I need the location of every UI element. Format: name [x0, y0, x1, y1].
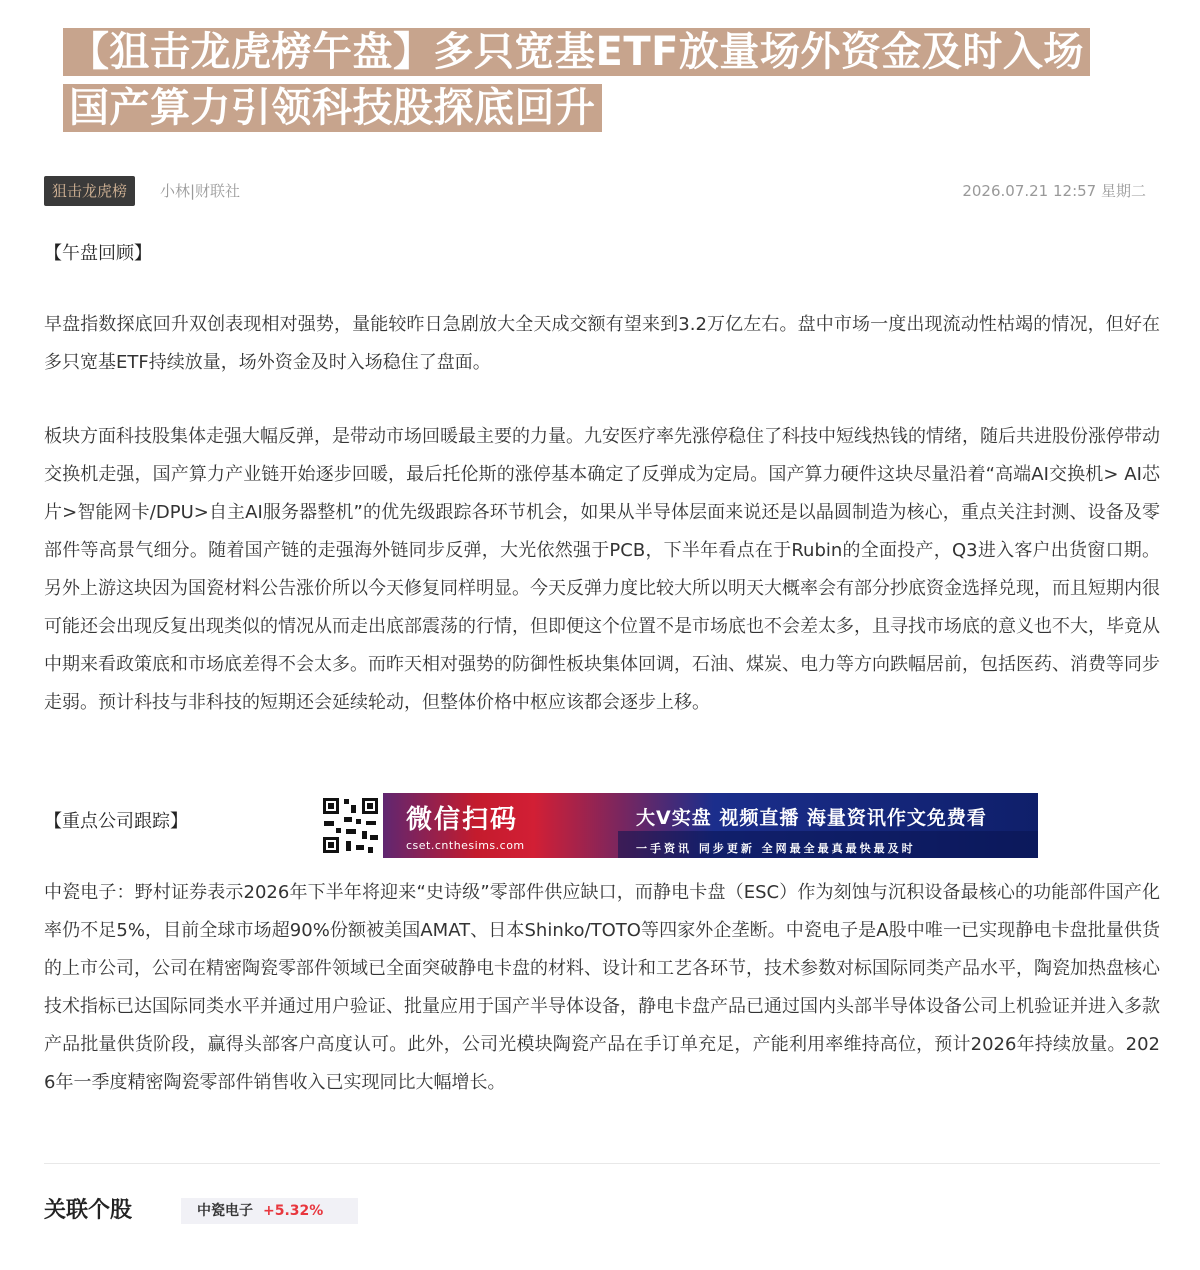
qr-code-icon	[318, 793, 383, 858]
paragraph-company-detail: 中瓷电子：野村证券表示2026年下半年将迎来“史诗级”零部件供应缺口，而静电卡盘（ESC）作为刻蚀与沉积设备最核心的功能部件国产化率仍不足5%，目前全球市场超90%份额被美国AMAT、日本Shinko/TOTO等四家外企垄断。中瓷电子是A股中唯一已实现静电卡盘批量供货的上市公司，公司在精密陶瓷零部件领域已全面突破静电卡盘的材料、设计和工艺各环节，技术参数对标国际同类产品水平，陶瓷加热盘核心技术指标已达国际同类水平并通过用户验证、批量应用于国产半导体设备，静电卡盘产品已通过国内头部半导体设备公司上机验证并进入多款产品批量供货阶段，赢得头部客户高度认可。此外，公司光模块陶瓷产品在手订单充足，产能利用率维持高位，预计2026年持续放量。2026年一季度精密陶瓷零部件销售收入已实现同比大幅增长。	[44, 882, 1160, 1093]
related-stock-chip[interactable]	[181, 1198, 358, 1224]
author-source: 小林|财联社	[160, 182, 241, 200]
stock-change: +5.32%	[263, 1203, 324, 1219]
article-title	[63, 28, 1163, 132]
column-tag[interactable]: 狙击龙虎榜	[44, 176, 135, 206]
publish-datetime: 2026.07.21 12:57 星期二	[962, 182, 1146, 200]
paragraph-market-summary: 早盘指数探底回升双创表现相对强势，量能较昨日急剧放大全天成交额有望来到3.2万亿左右。盘中市场一度出现流动性枯竭的情况，但好在多只宽基ETF持续放量，场外资金及时入场稳住了盘面。	[44, 314, 1160, 373]
section-heading-noon-review: 【午盘回顾】	[44, 243, 152, 264]
banner-main-text: 微信扫码	[406, 805, 519, 835]
banner-url: cset.cnthesims.com	[406, 839, 525, 852]
related-stocks-heading: 关联个股	[44, 1198, 133, 1223]
ad-banner[interactable]	[318, 793, 1038, 858]
title-line-1: 【狙击龙虎榜午盘】多只宽基ETF放量场外资金及时入场	[63, 28, 1090, 76]
banner-slogan: 大V实盘 视频直播 海量资讯作文免费看	[636, 807, 987, 829]
title-line-2: 国产算力引领科技股探底回升	[63, 84, 602, 132]
section-heading-company-tracking: 【重点公司跟踪】	[44, 811, 188, 832]
divider	[44, 1163, 1160, 1164]
article-meta	[44, 176, 1160, 206]
stock-name: 中瓷电子	[197, 1203, 253, 1219]
paragraph-sector-analysis: 板块方面科技股集体走强大幅反弹，是带动市场回暖最主要的力量。九安医疗率先涨停稳住了科技中短线热钱的情绪，随后共进股份涨停带动交换机走强，国产算力产业链开始逐步回暖，最后托伦斯的涨停基本确定了反弹成为定局。国产算力硬件这块尽量沿着“高端AI交换机> AI芯片>智能网卡/DPU>自主AI服务器整机”的优先级跟踪各环节机会，如果从半导体层面来说还是以晶圆制造为核心，重点关注封测、设备及零部件等高景气细分。随着国产链的走强海外链同步反弹，大光依然强于PCB，下半年看点在于Rubin的全面投产，Q3进入客户出货窗口期。另外上游这块因为国瓷材料公告涨价所以今天修复同样明显。今天反弹力度比较大所以明天大概率会有部分抄底资金选择兑现，而且短期内很可能还会出现反复出现类似的情况从而走出底部震荡的行情，但即便这个位置不是市场底也不会差太多，且寻找市场底的意义也不大，毕竟从中期来看政策底和市场底差得不会太多。而昨天相对强势的防御性板块集体回调，石油、煤炭、电力等方向跌幅居前，包括医药、消费等同步走弱。预计科技与非科技的短期还会延续轮动，但整体价格中枢应该都会逐步上移。	[44, 426, 1160, 713]
banner-sub-slogan: 一手资讯 同步更新 全网最全最真最快最及时	[636, 842, 916, 855]
